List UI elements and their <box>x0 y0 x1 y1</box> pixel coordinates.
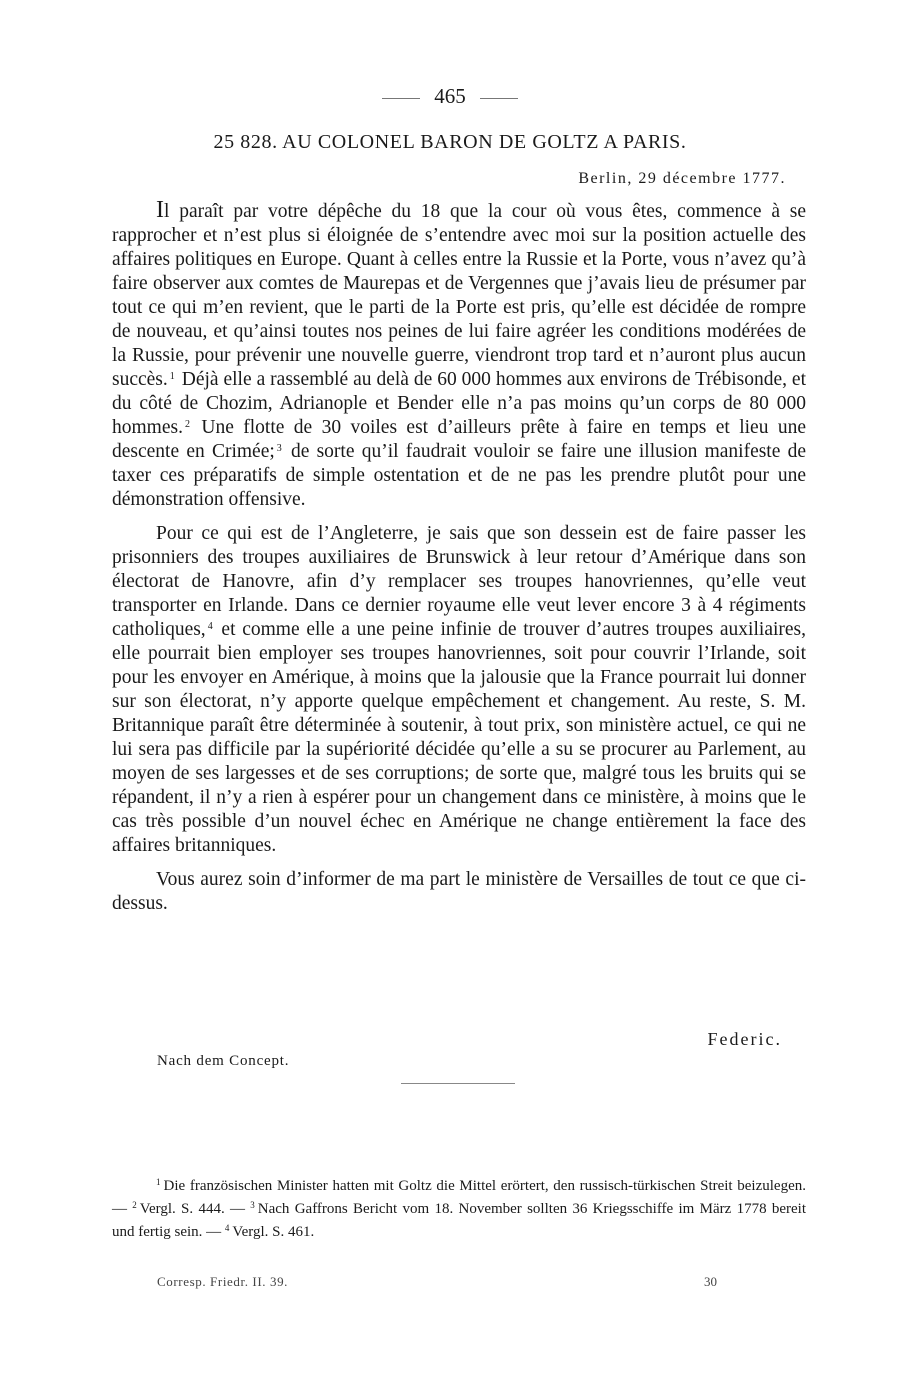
page-number-dash-left <box>382 98 420 99</box>
letter-body <box>112 198 806 926</box>
signature: Federic. <box>707 1029 782 1049</box>
footnote-3-text: Nach Gaffrons Bericht vom 18. November sollten 36 Kriegsschiffe im März 1778 bereit und fertig sein. — <box>112 1201 807 1240</box>
footnote-1-marker: 1 <box>156 1177 161 1187</box>
footnote-marker-2: 2 <box>184 419 190 430</box>
footnote-marker-1: 1 <box>169 371 175 382</box>
footnote-2-marker: 2 <box>132 1200 137 1210</box>
footnotes <box>112 1175 806 1244</box>
footnote-4-text: Vergl. S. 461. <box>232 1224 315 1240</box>
footer-sheet-number: 30 <box>704 1274 717 1289</box>
footnote-separator <box>401 1083 515 1084</box>
footnote-marker-3: 3 <box>276 443 282 454</box>
footnote-2-text: Vergl. S. 444. — <box>139 1201 245 1217</box>
dateline: Berlin, 29 décembre 1777. <box>578 170 786 187</box>
paragraph-1-segment-1: Il paraît par votre dépêche du 18 que la cour où vous êtes, commence à se rapprocher et n’est plus si éloignée de s’entendre avec moi sur la position actuelle des affaires politiques en Europe. Quant à celles entre la Russie et la Porte, vous n’avez qu’à faire observer aux comtes de Maurepas et de Vergennes que j’avais lieu de présumer par tout ce qui m’en revient, que le parti de la Porte est pris, qu’elle est décidée de rompre de nouveau, et qu’ainsi toutes nos peines de lui faire agréer les conditions modérées de la Russie, pour prévenir une nouvelle guerre, viendront trop tard et n’auront plus aucun succès. <box>112 197 806 390</box>
letter-heading: 25 828. AU COLONEL BARON DE GOLTZ A PARIS. <box>213 131 687 153</box>
page-number: 465 <box>434 84 466 108</box>
paragraph-1-segment-4: de sorte qu’il faudrait vouloir se faire une illusion manifeste de taxer ces préparatifs de simple ostentation et de ne pas les prendre plutôt pour une démonstration offensive. <box>112 441 806 510</box>
paragraph-2 <box>112 522 806 858</box>
paragraph-3-segment-1: Vous aurez soin d’informer de ma part le ministère de Versailles de tout ce que ci-dessus. <box>112 869 806 914</box>
footnote-1-text: Die französischen Minister hatten mit Goltz die Mittel erörtert, den russisch-türkischen Streit beizulegen. — <box>112 1178 806 1217</box>
footnote-marker-4: 4 <box>207 621 213 632</box>
page-number-line <box>0 84 900 109</box>
footer-signature-mark: Corresp. Friedr. II. 39. <box>157 1274 289 1289</box>
paragraph-2-segment-1: Pour ce qui est de l’Angleterre, je sais que son dessein est de faire passer les prisonniers des troupes auxiliaires de Brunswick à leur retour d’Amérique dans son électorat de Hanovre, afin d’y remplacer ses troupes hanovriennes, qu’elle veut transporter en Irlande. Dans ce dernier royaume elle veut lever encore 3 à 4 régiments catholiques, <box>112 523 806 640</box>
footnote-3-marker: 3 <box>250 1200 255 1210</box>
footnote-4-marker: 4 <box>224 1223 230 1233</box>
paragraph-2-segment-2: et comme elle a une peine infinie de trouver d’autres troupes auxiliaires, elle pourrait bien employer ses troupes hanovriennes, soit pour couvrir l’Irlande, soit pour les envoyer en Amérique, à moins que la jalousie que la France pourrait lui donner sur son électorat, n’y apporte quelque empêchement et changement. Au reste, S. M. Britannique paraît être déterminée à soutenir, à tout prix, son ministère actuel, ce qui ne lui sera pas difficile par la supériorité décidée qu’elle a su se procurer au Parlement, au moyen de ses largesses et de ses corruptions; de sorte que, malgré tous les bruits qui se répandent, il n’y a rien à espérer pour un changement dans ce ministère, à moins que le cas très possible d’un nouvel échec en Amérique ne change entièrement la face des affaires britanniques. <box>112 619 806 856</box>
paragraph-1-segment-3: Une flotte de 30 voiles est d’ailleurs prête à faire en temps et lieu une descente en Crimée; <box>112 417 807 462</box>
source-note: Nach dem Concept. <box>157 1053 290 1069</box>
paragraph-3 <box>112 868 806 916</box>
page-number-dash-right <box>480 98 518 99</box>
paragraph-1 <box>112 198 806 512</box>
footnotes-paragraph <box>112 1175 806 1244</box>
paragraph-1-segment-2: Déjà elle a rassemblé au delà de 60 000 hommes aux environs de Trébisonde, et du côté de Chozim, Adrianople et Bender elle n’a pas moins qu’un corps de 80 000 hommes. <box>112 369 807 438</box>
